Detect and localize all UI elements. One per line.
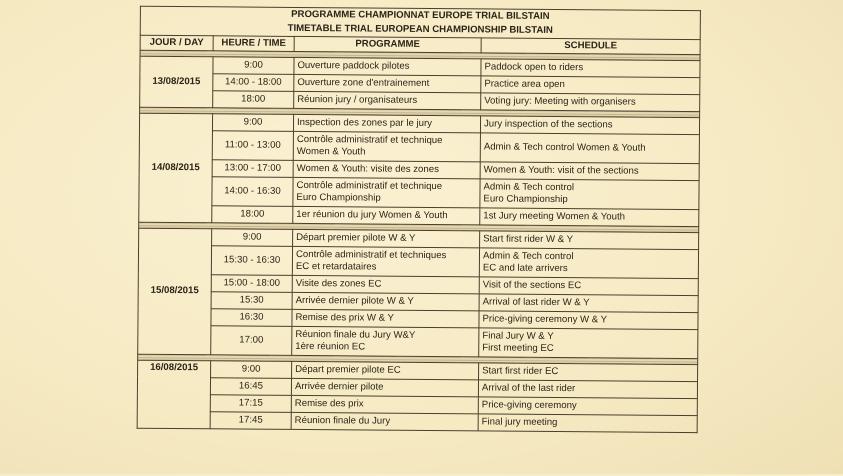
programme-line: Arrivée dernier pilote W & Y [295, 294, 414, 307]
row-schedule [481, 59, 700, 78]
row-programme [292, 326, 479, 356]
schedule-row [138, 245, 698, 278]
row-schedule [480, 133, 699, 164]
row-schedule [478, 397, 697, 416]
schedule-line: Arrival of the last rider [481, 382, 576, 395]
timetable [137, 6, 701, 433]
row-schedule [479, 277, 698, 296]
row-programme [293, 229, 480, 247]
row-programme [294, 57, 481, 75]
row-schedule [480, 116, 699, 135]
row-time: 16:45 [210, 378, 291, 396]
row-programme [292, 361, 479, 379]
row-time: 15:00 - 18:00 [211, 275, 292, 293]
row-programme [293, 177, 480, 207]
row-time: 9:00 [212, 229, 293, 247]
schedule-row [139, 130, 699, 163]
schedule-line: 1st Jury meeting Women & Youth [483, 210, 626, 223]
schedule-line: Practice area open [484, 78, 565, 91]
row-schedule [479, 248, 698, 279]
header-time: HEURE / TIME [213, 36, 294, 52]
row-time: 18:00 [212, 206, 293, 224]
schedule-line: Final Jury W & Y [482, 330, 554, 342]
row-time: 9:00 [212, 114, 293, 132]
row-programme [291, 395, 478, 413]
schedule-line: Final jury meeting [481, 416, 558, 428]
row-schedule [479, 311, 698, 330]
row-schedule [479, 328, 698, 359]
schedule-line: Start first rider EC [482, 365, 559, 377]
row-schedule [479, 294, 698, 313]
programme-line: Réunion finale du Jury W&Y [295, 328, 416, 341]
programme-line: Remise des prix W & Y [295, 311, 394, 324]
schedule-line: Admin & Tech control [482, 250, 574, 263]
row-time: 14:00 - 18:00 [213, 74, 294, 92]
schedule-row [137, 411, 697, 432]
row-time: 17:45 [210, 412, 291, 430]
schedule-line: Paddock open to riders [484, 61, 584, 74]
row-programme [293, 160, 480, 178]
schedule-line: First meeting EC [482, 342, 554, 354]
day-date: 14/08/2015 [139, 113, 213, 223]
programme-line: Contrôle administratif et technique [296, 133, 443, 147]
row-schedule [479, 363, 698, 382]
row-programme [292, 246, 479, 276]
programme-line: Contrôle administratif et techniques [295, 248, 447, 262]
row-schedule [480, 208, 699, 227]
schedule-row [139, 176, 699, 209]
programme-line: Ouverture zone d'entrainement [297, 76, 430, 89]
programme-line: Contrôle administratif et technique [296, 179, 443, 193]
schedule-line: Voting jury: Meeting with organisers [484, 95, 636, 108]
programme-line: Ouverture paddock pilotes [297, 59, 410, 72]
row-time: 9:00 [213, 57, 294, 75]
programme-line: Women & Youth [296, 145, 366, 158]
programme-line: Départ premier pilote EC [295, 363, 401, 376]
row-programme [294, 74, 481, 92]
row-schedule [481, 93, 700, 112]
row-time: 14:00 - 16:30 [212, 177, 293, 207]
row-time: 18:00 [213, 91, 294, 109]
programme-line: Remise des prix [294, 397, 364, 410]
schedule-line: Euro Championship [483, 193, 568, 206]
schedule-line: Start first rider W & Y [483, 233, 574, 246]
programme-line: Réunion finale du Jury [294, 414, 391, 427]
row-time: 9:00 [211, 361, 292, 379]
row-schedule [480, 179, 699, 210]
programme-line: Réunion jury / organisateurs [297, 93, 418, 106]
row-time: 11:00 - 13:00 [212, 131, 293, 161]
row-time: 15:30 - 16:30 [211, 246, 292, 276]
row-time: 17:15 [210, 395, 291, 413]
row-programme [292, 292, 479, 310]
schedule-line: Price-giving ceremony [481, 399, 577, 412]
row-schedule [480, 231, 699, 250]
row-time: 16:30 [211, 309, 292, 327]
row-programme [293, 131, 480, 161]
row-time: 17:00 [211, 326, 292, 356]
title-fr: PROGRAMME CHAMPIONNAT EUROPE TRIAL BILSTAIN [140, 6, 700, 25]
row-programme [294, 91, 481, 109]
row-schedule [478, 414, 697, 433]
programme-line: Inspection des zones par le jury [296, 116, 432, 129]
header-programme: PROGRAMME [294, 36, 481, 52]
row-programme [292, 309, 479, 327]
row-time: 13:00 - 17:00 [212, 160, 293, 178]
programme-line: Arrivée dernier pilote [294, 380, 384, 393]
day-date: 15/08/2015 [138, 228, 212, 355]
programme-line: 1ère réunion EC [295, 340, 366, 353]
row-time: 15:30 [211, 292, 292, 310]
programme-line: 1er réunion du jury Women & Youth [296, 208, 448, 222]
schedule-row [138, 325, 698, 358]
schedule-line: Arrival of last rider W & Y [482, 296, 590, 309]
schedule-line: Admin & Tech control Women & Youth [483, 141, 646, 154]
row-programme [291, 378, 478, 396]
schedule-line: EC and late arrivers [482, 262, 568, 275]
row-programme [293, 114, 480, 132]
programme-line: Women & Youth: visite des zones [296, 162, 439, 176]
row-schedule [478, 380, 697, 399]
header-day: JOUR / DAY [140, 35, 213, 51]
schedule-line: Admin & Tech control [483, 181, 575, 194]
timetable-body [137, 6, 700, 432]
schedule-line: Women & Youth: visit of the sections [483, 164, 639, 177]
programme-line: Euro Championship [296, 191, 381, 204]
day-date: 13/08/2015 [140, 56, 213, 108]
day-date: 16/08/2015 [137, 360, 211, 429]
row-programme [292, 275, 479, 293]
row-schedule [480, 162, 699, 181]
programme-line: Visite des zones EC [295, 277, 382, 290]
schedule-line: Jury inspection of the sections [483, 118, 613, 131]
header-schedule: SCHEDULE [481, 38, 700, 55]
row-programme [291, 412, 478, 430]
row-programme [293, 206, 480, 224]
schedule-line: Price-giving ceremony W & Y [482, 313, 608, 326]
title-en: TIMETABLE TRIAL EUROPEAN CHAMPIONSHIP BILSTAIN [140, 21, 700, 40]
programme-line: EC et retardataires [295, 260, 377, 273]
schedule-line: Visit of the sections EC [482, 279, 582, 292]
timetable-sheet [136, 0, 720, 476]
programme-line: Départ premier pilote W & Y [296, 231, 416, 244]
row-schedule [481, 76, 700, 95]
